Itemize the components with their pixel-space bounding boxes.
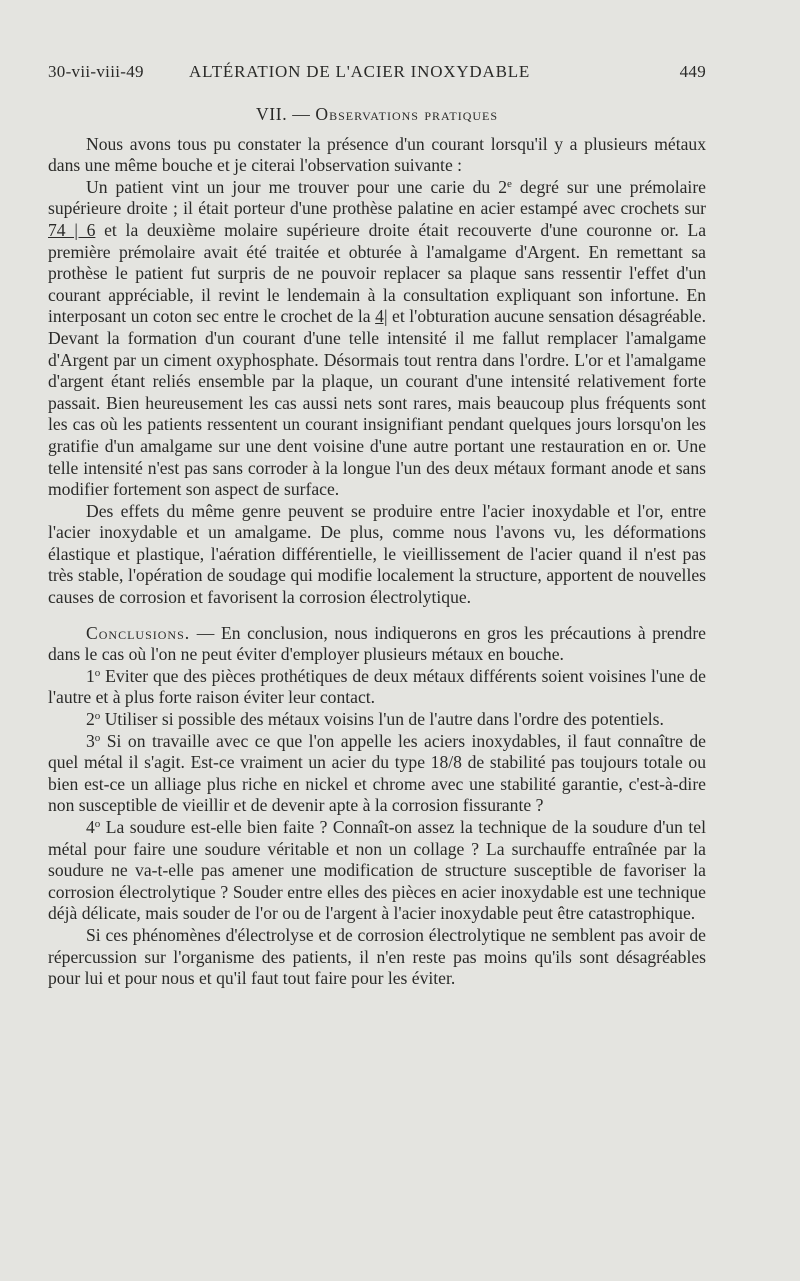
section-heading bbox=[48, 104, 706, 126]
tooth-notation: 74 | 6 bbox=[48, 219, 96, 240]
tooth-notation-2: 4| bbox=[375, 306, 388, 327]
header-date: 30-vii-viii-49 bbox=[48, 62, 144, 81]
list-item-2: 2$^o$ Utiliser si possible des métaux voisins l'un de l'autre dans l'ordre des potentiels. bbox=[86, 709, 664, 730]
list-item-3: 3$^o$ Si on travaille avec ce que l'on appelle les aciers inoxydables, il faut connaître de quel métal il s'agit. Est-ce vraiment un acier du type 18/8 de stabilité pas toujours totale ou bien est-ce un alliage plus riche en nickel et chrome avec une stabilité garantie, c'est-à-dire non susceptible de vieillir et de devenir apte à la corrosion fissurante ? bbox=[48, 730, 706, 816]
list-item-1: 1$^o$ Eviter que des pièces prothétiques de deux métaux différents soient voisines l'une de l'autre et à plus forte raison éviter leur contact. bbox=[48, 665, 706, 708]
list-item-4: 4$^o$ La soudure est-elle bien faite ? Connaît-on assez la technique de la soudure d'un tel métal pour faire une soudure véritable et non un collage ? La surchauffe entraînée par la soudure ne va-t-elle pas amener une modification de structure susceptible de favoriser la corrosion électrolytique ? Souder entre elles des pièces en acier inoxydable est une technique déjà délicate, mais souder de l'or ou de l'argent à l'acier inoxydable peut être catastrophique. bbox=[48, 817, 706, 924]
section-dash: — bbox=[292, 104, 311, 124]
paragraph-effects: Des effets du même genre peuvent se produire entre l'acier inoxydable et l'or, entre l'acier inoxydable et un amalgame. De plus, comme nous l'avons vu, les déformations élastique et plastique, l'aération différentielle, le vieillissement de l'acier quand il n'est pas très stable, l'opération de soudage qui modifie localement la structure, apportent de nouvelles causes de corrosion et favorisent la corrosion électrolytique. bbox=[48, 500, 706, 608]
conclusions-label: Conclusions. bbox=[86, 622, 191, 643]
body-text bbox=[48, 104, 706, 990]
paragraph-intro: Nous avons tous pu constater la présence d'un courant lorsqu'il y a plusieurs métaux dans une même bouche et je citerai l'observation suivante : bbox=[48, 133, 706, 176]
page-number: 449 bbox=[679, 62, 706, 81]
section-title: Observations pratiques bbox=[315, 104, 499, 124]
section-number: VII. bbox=[255, 104, 288, 124]
paragraph-case: Un patient vint un jour me trouver pour une carie du 2e degré sur une prémolaire supérieure droite ; il était porteur d'une prothèse palatine en acier estampé avec crochets sur 74 | 6 et la deuxième molaire supérieure droite était recouverte d'une couronne or. La première prémolaire avait été traitée et obturée à l'amalgame d'Argent. En remettant sa prothèse le patient fut surpris de ne pouvoir replacer sa plaque sans ressentir l'effet d'un courant appréciable, il revint le lendemain à la consultation expliquant son infortune. En interposant un coton sec entre le crochet de la 4| et l'obturation aucune sensation désagréable. Devant la formation d'un courant d'une telle intensité il me fallut remplacer l'amalgame d'Argent par un ciment oxyphosphate. Désormais tout rentra dans l'ordre. L'or et l'amalgame d'argent étant reliés ensemble par la plaque, un courant d'une intensité relativement forte passait. Bien heureusement les cas aussi nets sont rares, mais beaucoup plus fréquents sont les cas où les patients ressentent un courant insignifiant pendant quelques jours lorsqu'on les gratifie d'un amalgame sur une dent voisine d'une autre portant une restauration en or. Une telle intensité n'est pas sans corroder à la longue l'un des deux métaux formant anode et sans modifier fortement son aspect de surface. bbox=[48, 176, 707, 500]
running-head bbox=[48, 62, 706, 86]
paragraph-conclusions: Conclusions. — En conclusion, nous indiquerons en gros les précautions à prendre dans le cas où l'on ne peut éviter d'employer plusieurs métaux en bouche. bbox=[48, 622, 706, 665]
paragraph-final: Si ces phénomènes d'électrolyse et de corrosion électrolytique ne semblent pas avoir de répercussion sur l'organisme des patients, il n'en reste pas moins qu'ils sont désagréables pour lui et pour nous et qu'il faut tout faire pour les éviter. bbox=[48, 924, 706, 989]
header-title: ALTÉRATION DE L'ACIER INOXYDABLE bbox=[189, 62, 531, 81]
